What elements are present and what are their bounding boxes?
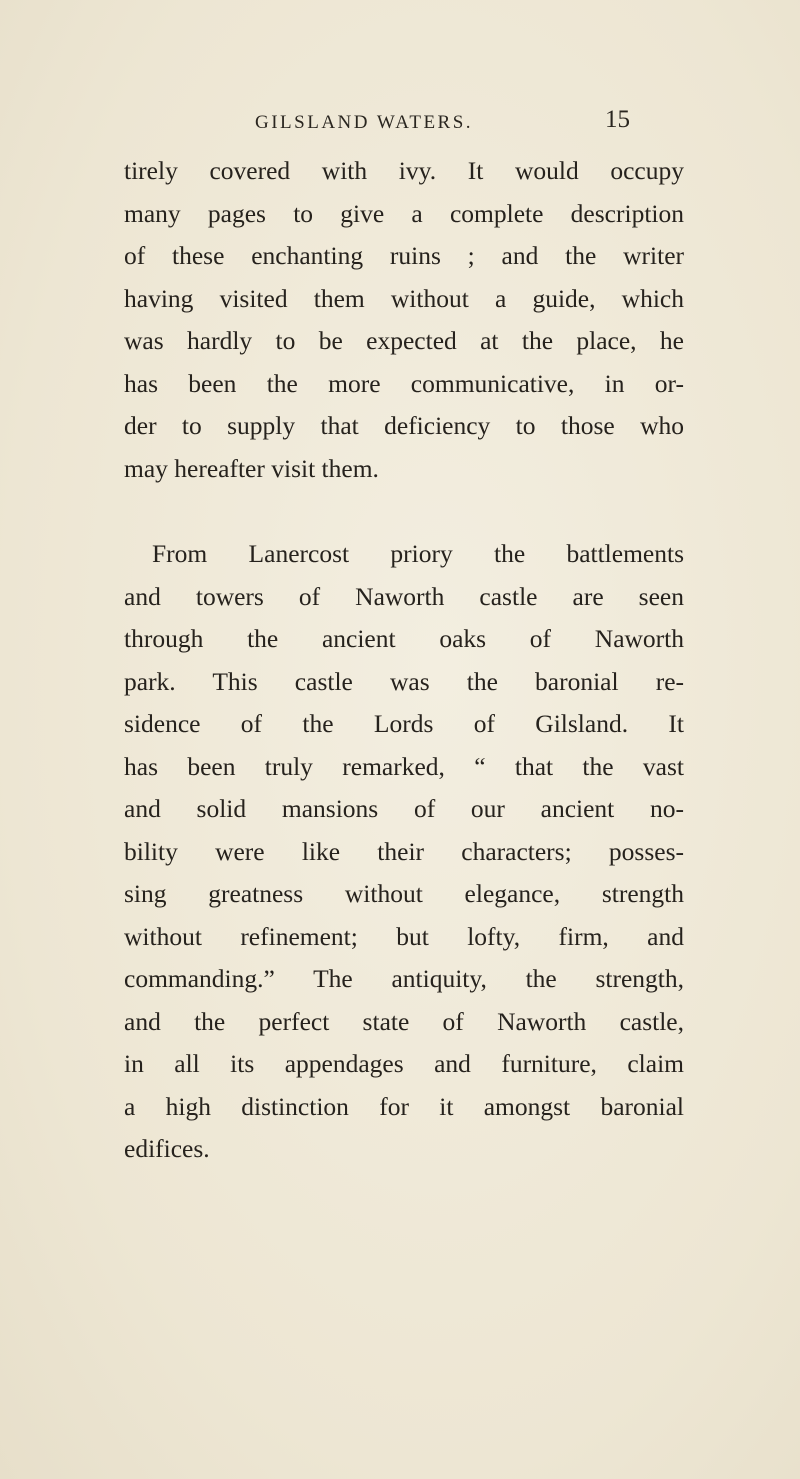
text-line: through the ancient oaks of Naworth <box>124 624 684 653</box>
running-head: GILSLAND WATERS. <box>255 112 474 133</box>
body-text <box>124 150 684 1171</box>
text-line: and towers of Naworth castle are seen <box>124 581 684 611</box>
text-line: and the perfect state of Naworth castle, <box>124 1006 684 1036</box>
text-line: of these enchanting ruins ; and the writer <box>124 241 684 270</box>
text-line: der to supply that deficiency to those who <box>124 411 684 440</box>
text-line: having visited them without a guide, which <box>124 283 684 313</box>
text-line: a high distinction for it amongst baronial <box>124 1091 684 1121</box>
text-line: sing greatness without elegance, strength <box>124 879 684 908</box>
text-line: without refinement; but lofty, firm, and <box>124 921 684 951</box>
text-line: has been truly remarked, “ that the vast <box>124 751 684 781</box>
text-line: and solid mansions of our ancient no- <box>124 794 684 823</box>
text-line: edifices. <box>124 1134 210 1163</box>
text-line: was hardly to be expected at the place, he <box>124 326 684 355</box>
text-line: many pages to give a complete description <box>124 198 684 228</box>
text-line: bility were like their characters; posses- <box>124 836 684 866</box>
text-line: in all its appendages and furniture, claim <box>124 1049 684 1078</box>
text-line: tirely covered with ivy. It would occupy <box>124 156 684 185</box>
text-line: commanding.” The antiquity, the strength, <box>124 964 684 993</box>
text-line: has been the more communicative, in or- <box>124 368 684 398</box>
page-number: 15 <box>605 106 630 133</box>
text-line: sidence of the Lords of Gilsland. It <box>124 709 684 738</box>
text-line: From Lanercost priory the battlements <box>152 539 684 568</box>
paragraph-gap <box>124 490 684 533</box>
text-line: may hereafter visit them. <box>124 453 379 483</box>
text-line: park. This castle was the baronial re- <box>124 666 684 696</box>
paragraph-1 <box>124 150 684 490</box>
paragraph-2 <box>124 533 684 1171</box>
